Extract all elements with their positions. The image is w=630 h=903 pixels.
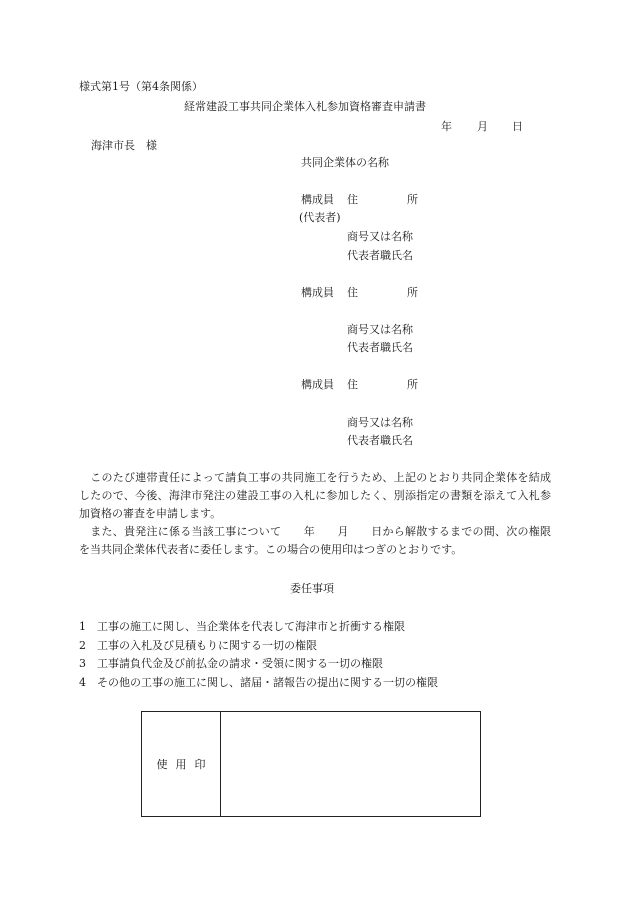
delegation-item-number: 2	[79, 639, 86, 652]
addressee: 海津市長 様	[91, 139, 157, 152]
delegation-item-text: その他の工事の施工に関し、諸届・諸報告の提出に関する一切の権限	[97, 676, 438, 689]
delegation-item-number: 3	[79, 657, 86, 670]
application-paragraph: このたび連帯責任によって請負工事の共同施工を行うため、上記のとおり共同企業体を結成したので、今後、海津市発注の建設工事の入札に参加したく、別添指定の書類を添えて入札参加資格の審査を申請します。	[79, 471, 551, 520]
delegation-item-text: 工事請負代金及び前払金の請求・受領に関する一切の権限	[97, 657, 383, 670]
company-name-label: 商号又は名称	[347, 323, 413, 336]
delegation-item-text: 工事の入札及び見積もりに関する一切の権限	[97, 639, 317, 652]
delegation-item-number: 1	[79, 620, 86, 633]
document-title: 経常建設工事共同企業体入札参加資格審査申請書	[184, 100, 426, 113]
delegation-heading: 委任事項	[290, 582, 334, 595]
member-role: 構成員	[301, 378, 334, 391]
delegation-paragraph: また、貴発注に係る当該工事について 年 月 日から解散するまでの間、次の権限を当共同企業体代表者に委任します。この場合の使用印はつぎのとおりです。	[79, 525, 551, 556]
seal-area	[221, 712, 480, 816]
address-label-1: 住	[347, 286, 358, 299]
company-name-label: 商号又は名称	[347, 416, 413, 429]
seal-label: 使用印	[156, 757, 214, 771]
seal-box	[141, 711, 481, 817]
address-label-2: 所	[407, 286, 418, 299]
representative-label: 代表者職氏名	[347, 341, 413, 354]
address-label-1: 住	[347, 378, 358, 391]
representative-label: 代表者職氏名	[347, 249, 413, 262]
address-label-1: 住	[347, 193, 358, 206]
date-month: 月	[477, 120, 488, 133]
form-number: 様式第1号（第4条関係）	[79, 80, 203, 93]
date-year: 年	[441, 120, 452, 133]
representative-label: 代表者職氏名	[347, 434, 413, 447]
company-name-label: 商号又は名称	[347, 230, 413, 243]
address-label-2: 所	[407, 378, 418, 391]
member-role: 構成員	[301, 286, 334, 299]
date-day: 日	[512, 120, 523, 133]
member-sub-role: (代表者)	[299, 211, 341, 224]
member-role: 構成員	[301, 193, 334, 206]
delegation-item-text: 工事の施工に関し、当企業体を代表して海津市と折衝する権限	[97, 620, 405, 633]
address-label-2: 所	[407, 193, 418, 206]
jv-name-label: 共同企業体の名称	[301, 156, 389, 169]
delegation-item-number: 4	[79, 676, 86, 689]
